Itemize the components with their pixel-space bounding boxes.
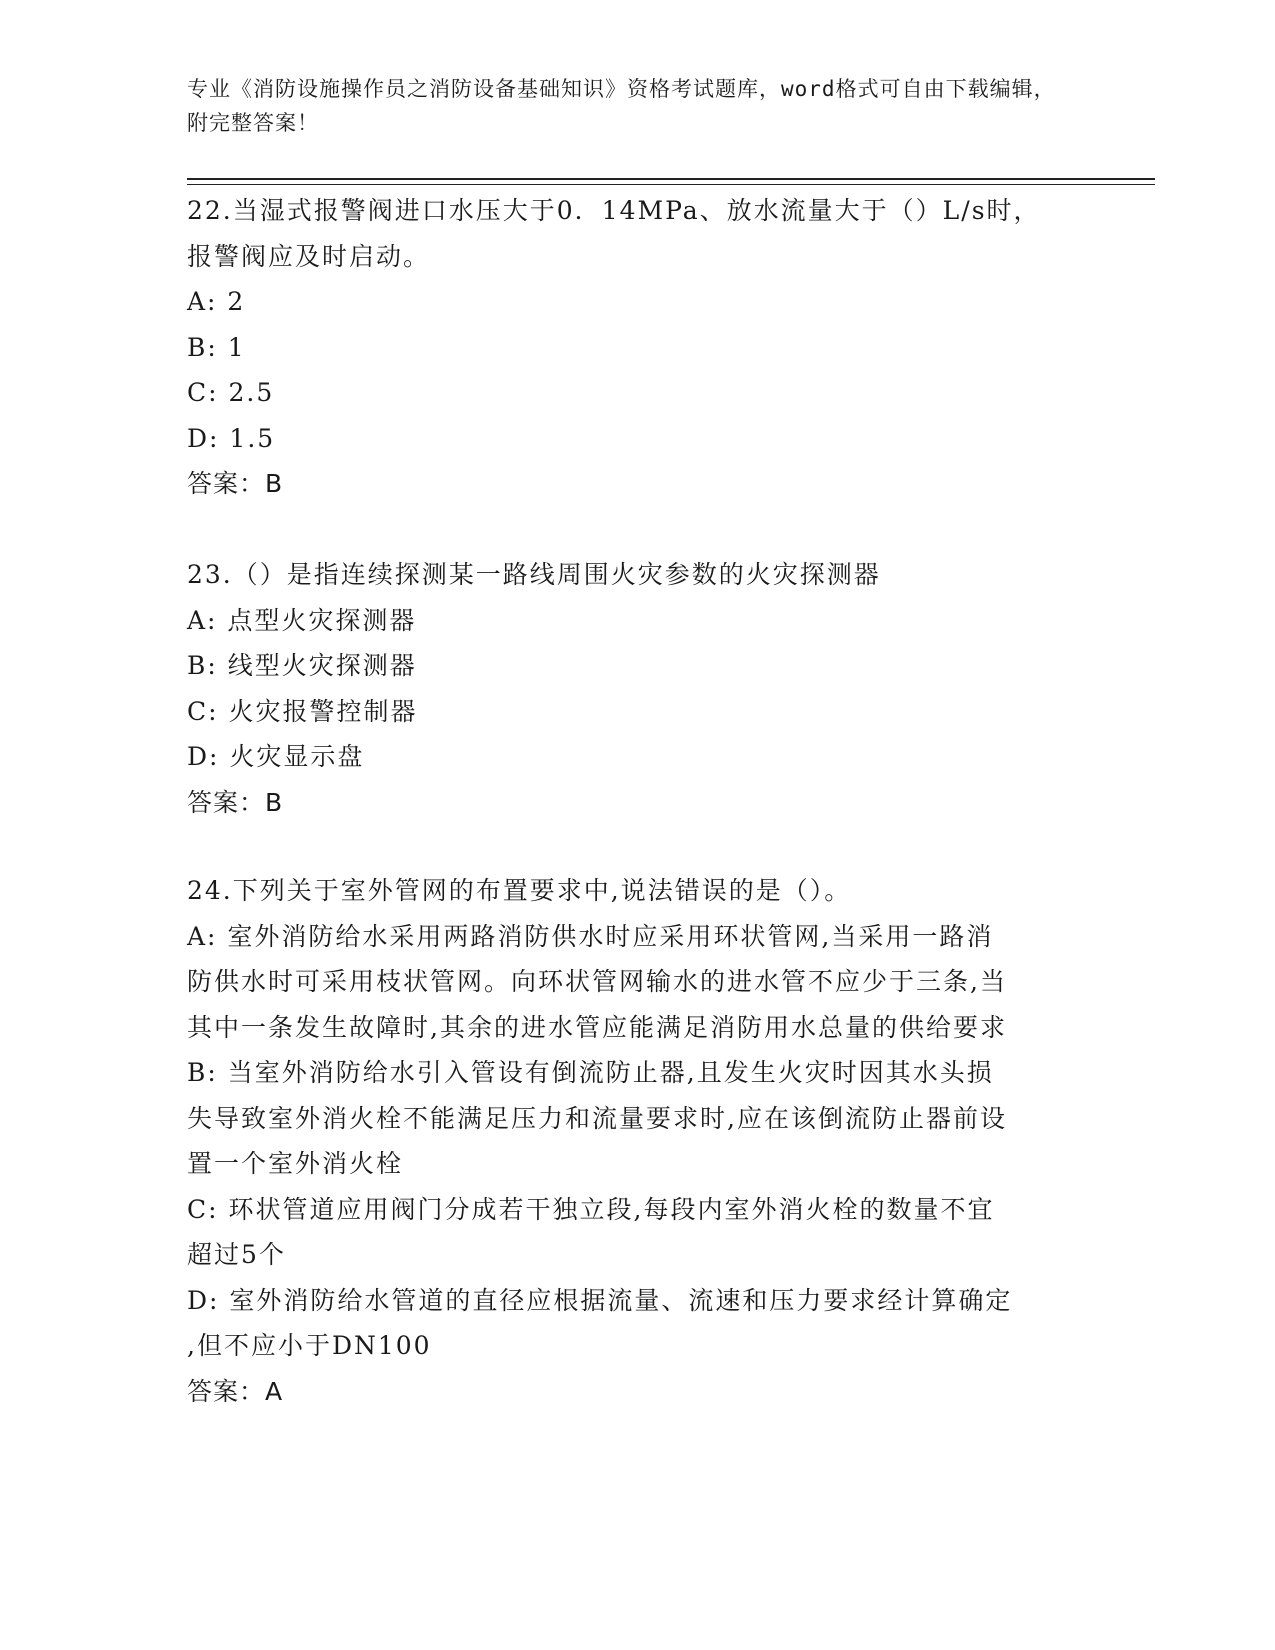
option-a: 其中一条发生故障时,其余的进水管应能满足消防用水总量的供给要求 [187, 1012, 1007, 1042]
option-c: C: 2.5 [187, 378, 275, 407]
question-stem: 24.下列关于室外管网的布置要求中,说法错误的是（）。 [187, 876, 852, 905]
option-c: C: 火灾报警控制器 [187, 696, 418, 726]
option-d: D: 火灾显示盘 [187, 742, 365, 771]
option-d: D: 室外消防给水管道的直径应根据流量、流速和压力要求经计算确定 [187, 1285, 1013, 1315]
option-c: 超过5个 [187, 1240, 286, 1269]
header-divider-thin [187, 184, 1155, 185]
option-b: B: 线型火灾探测器 [187, 651, 417, 680]
option-b: 失导致室外消火栓不能满足压力和流量要求时,应在该倒流防止器前设 [187, 1103, 1007, 1133]
header-divider-thick [187, 178, 1155, 180]
option-a: 防供水时可采用枝状管网。向环状管网输水的进水管不应少于三条,当 [187, 967, 1007, 996]
document-header: 专业《消防设施操作员之消防设备基础知识》资格考试题库，word格式可自由下载编辑，附完整答案！ [187, 77, 1056, 135]
question-stem: 23.（）是指连续探测某一路线周围火灾参数的火灾探测器 [187, 560, 881, 589]
question-23 [187, 552, 1067, 825]
option-a: A: 点型火灾探测器 [187, 605, 417, 635]
option-d: ,但不应小于DN100 [187, 1331, 432, 1360]
answer: 答案：B [187, 469, 284, 498]
question-stem: 报警阀应及时启动。 [187, 241, 431, 271]
option-a: A: 室外消防给水采用两路消防供水时应采用环状管网,当采用一路消 [187, 921, 994, 951]
option-c: C: 环状管道应用阀门分成若干独立段,每段内室外消火栓的数量不宜 [187, 1194, 995, 1224]
question-stem: 22.当湿式报警阀进口水压大于0．14MPa、放水流量大于（）L/s时， [187, 196, 1041, 225]
option-b: B: 1 [187, 332, 246, 362]
option-d: D: 1.5 [187, 423, 276, 453]
option-a: A: 2 [187, 287, 246, 316]
option-b: B: 当室外消防给水引入管设有倒流防止器,且发生火灾时因其水头损 [187, 1058, 994, 1087]
option-b: 置一个室外消火栓 [187, 1149, 404, 1178]
question-22 [187, 188, 1067, 507]
answer: 答案：B [187, 787, 284, 817]
question-24 [187, 868, 1067, 1414]
answer: 答案：A [187, 1376, 284, 1406]
